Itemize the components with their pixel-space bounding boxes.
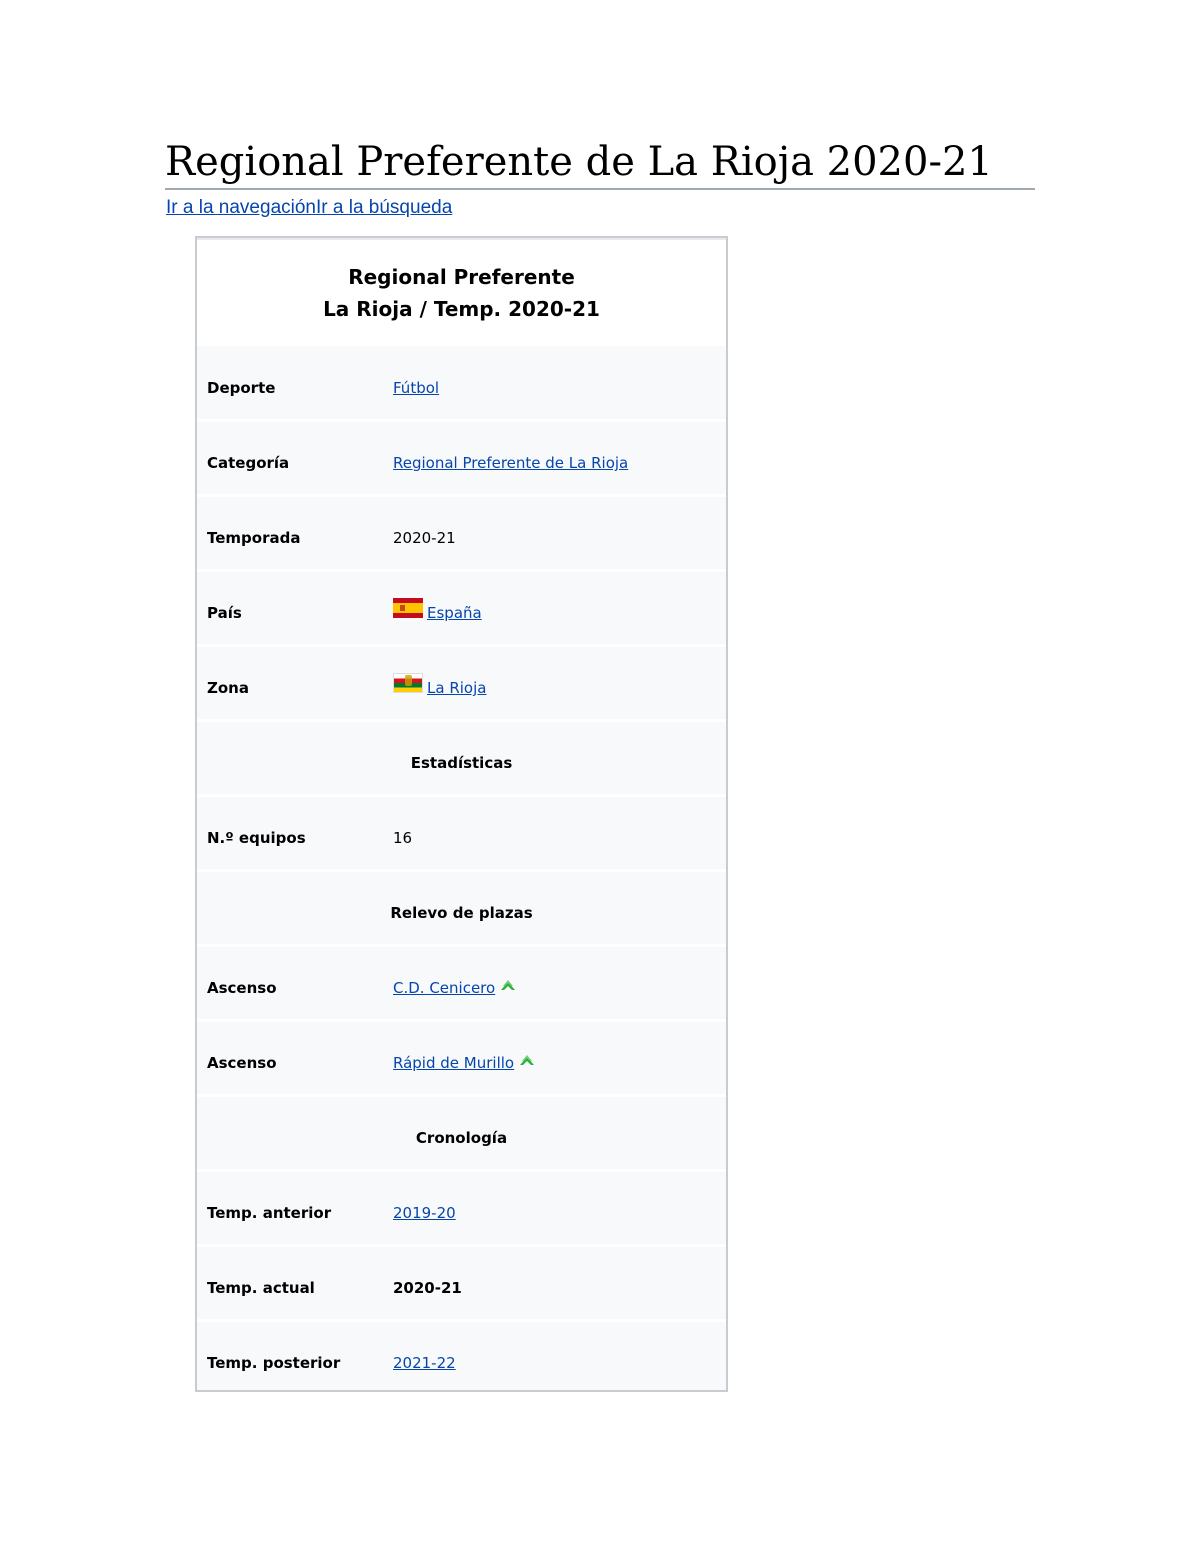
page-title: Regional Preferente de La Rioja 2020-21 (165, 136, 1035, 190)
infobox-title-line2: La Rioja / Temp. 2020-21 (323, 297, 600, 321)
row-label: Temp. actual (207, 1279, 315, 1297)
row-ascenso-1 (197, 951, 726, 1026)
temp-actual-value: 2020-21 (393, 1279, 462, 1297)
section-cronologia (197, 1101, 726, 1176)
row-label: Ascenso (207, 979, 277, 997)
row-label: Temporada (207, 529, 301, 547)
row-temp-anterior (197, 1176, 726, 1251)
ascenso-team-link[interactable]: Rápid de Murillo (393, 1054, 515, 1072)
ascenso-team-link[interactable]: C.D. Cenicero (393, 979, 496, 997)
equipos-value: 16 (393, 829, 413, 847)
section-relevo (197, 876, 726, 951)
row-ascenso-2 (197, 1026, 726, 1101)
skip-to-navigation-link[interactable]: Ir a la navegación (166, 197, 316, 218)
promotion-arrow-icon (518, 1053, 536, 1067)
row-temp-posterior (197, 1326, 726, 1401)
row-label: Categoría (207, 454, 290, 472)
row-label: Zona (207, 679, 249, 697)
infobox-title-line1: Regional Preferente (348, 265, 575, 289)
row-label: Temp. anterior (207, 1204, 332, 1222)
la-rioja-flag-icon (393, 673, 423, 693)
infobox (195, 236, 728, 1392)
row-temporada (197, 501, 726, 576)
row-label: País (207, 604, 242, 622)
row-categoria (197, 426, 726, 501)
row-deporte (197, 351, 726, 426)
skip-links (166, 196, 452, 220)
row-label: N.º equipos (207, 829, 306, 847)
skip-to-search-link[interactable]: Ir a la búsqueda (316, 197, 453, 218)
section-estadisticas (197, 726, 726, 801)
row-label: Temp. posterior (207, 1354, 341, 1372)
zona-link[interactable]: La Rioja (427, 679, 487, 697)
spain-flag-icon (393, 598, 423, 618)
temp-posterior-link[interactable]: 2021-22 (393, 1354, 456, 1372)
row-label: Ascenso (207, 1054, 277, 1072)
infobox-header (197, 238, 726, 346)
row-temp-actual (197, 1251, 726, 1326)
categoria-link[interactable]: Regional Preferente de La Rioja (393, 454, 629, 472)
row-zona (197, 651, 726, 726)
temporada-value: 2020-21 (393, 529, 456, 547)
section-heading: Estadísticas (410, 754, 513, 772)
row-equipos (197, 801, 726, 876)
promotion-arrow-icon (499, 978, 517, 992)
temp-anterior-link[interactable]: 2019-20 (393, 1204, 456, 1222)
deporte-link[interactable]: Fútbol (393, 379, 440, 397)
pais-link[interactable]: España (427, 604, 482, 622)
section-heading: Cronología (415, 1129, 508, 1147)
section-heading: Relevo de plazas (390, 904, 533, 922)
row-label: Deporte (207, 379, 276, 397)
row-pais (197, 576, 726, 651)
